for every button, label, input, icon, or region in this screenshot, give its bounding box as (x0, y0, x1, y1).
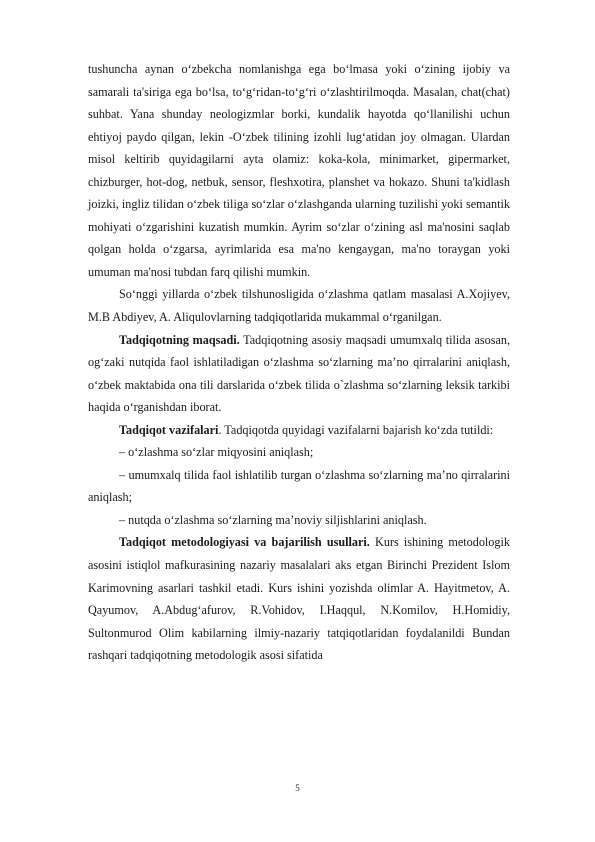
heading-methodology: Tadqiqot metodologiyasi va bajarilish usullari. (119, 535, 370, 550)
list-item: ‒ umumxalq tilida faol ishlatilib turgan o‘zlashma so‘zlarning ma’no qirralarini aniqlash; (88, 467, 510, 505)
paragraph-intro: tushuncha aynan o‘zbekcha nomlanishga ega bo‘lmasa yoki o‘zining ijobiy va samarali ta'siriga ega bo‘lsa, to‘g‘ridan-to‘g‘ri o‘zlashtirilmoqda. Masalan, chat(chat) suhbat. Yana shunday neologizmlar borki, kundalik hayotda qo‘llanilishi uchun ehtiyoj paydo qilgan, lekin -O‘zbek tilining izohli lug‘atidan joy olmagan. Ulardan misol keltirib quyidagilarni ayta olamiz: koka-kola, minimarket, gipermarket, chizburger, hot-dog, netbuk, sensor, fleshxotira, planshet va hokazo. Shuni ta'kidlash joizki, ingliz tilidan o‘zbek tiliga so‘zlar o‘zlashganda ularning tuzilishi yoki semantik mohiyati o‘zgarishini kuzatish mumkin. Ayrim so‘zlar o‘zining asl ma'nosini saqlab qolgan holda o‘zgarsa, ayrimlarida esa ma'no kengaygan, ma'no toraygan yoki umuman ma'nosi tubdan farq qilishi mumkin. (88, 62, 510, 279)
heading-research-aim: Tadqiqotning maqsadi. (119, 332, 240, 347)
paragraph-research-tasks (88, 419, 510, 442)
paragraph-research-history: So‘nggi yillarda o‘zbek tilshunosligida o‘zlashma qatlam masalasi A.Xojiyev, M.B Abdiyev, A. Aliqulovlarning tadqiqotlarida mukammal o‘rganilgan. (88, 287, 510, 325)
text-research-tasks: . Tadqiqotda quyidagi vazifalarni bajarish ko‘zda tutildi: (218, 422, 494, 437)
paragraph-research-aim (88, 329, 510, 419)
list-item: ‒ nutqda o‘zlashma so‘zlarning ma’noviy siljishlarini aniqlash. (119, 512, 427, 527)
list-item: ‒ o‘zlashma so‘zlar miqyosini aniqlash; (119, 445, 314, 460)
heading-research-tasks: Tadqiqot vazifalari (119, 422, 219, 437)
paragraph-methodology (88, 531, 510, 666)
text-research-aim: Tadqiqotning asosiy maqsadi umumxalq tilida asosan, og‘zaki nutqida faol ishlatiladigan o‘zlashma so‘zlarning ma’no qirralarini aniqlash, o‘zbek maktabida ona tili darslarida o‘zbek tilida o`zlashma so‘zlarning leksik tarkibi haqida o‘rganishdan iborat. (88, 332, 510, 415)
page-number: 5 (295, 783, 300, 793)
page-body (88, 58, 510, 667)
text-methodology: Kurs ishining metodologik asosini istiqlol mafkurasining nazariy masalalari aks etgan Birinchi Prezident Islom Karimovning asarlari tashkil etadi. Kurs ishini yozishda olimlar A. Hayitmetov, A. Qayumov, A.Abdug‘afurov, R.Vohidov, I.Haqqul, N.Komilov, H.Homidiy, Sultonmurod Olim kabilarning ilmiy-nazariy tatqiqotlaridan foydalanildi Bundan rashqari tadqiqotning metodologik asosi sifatida (88, 535, 510, 663)
